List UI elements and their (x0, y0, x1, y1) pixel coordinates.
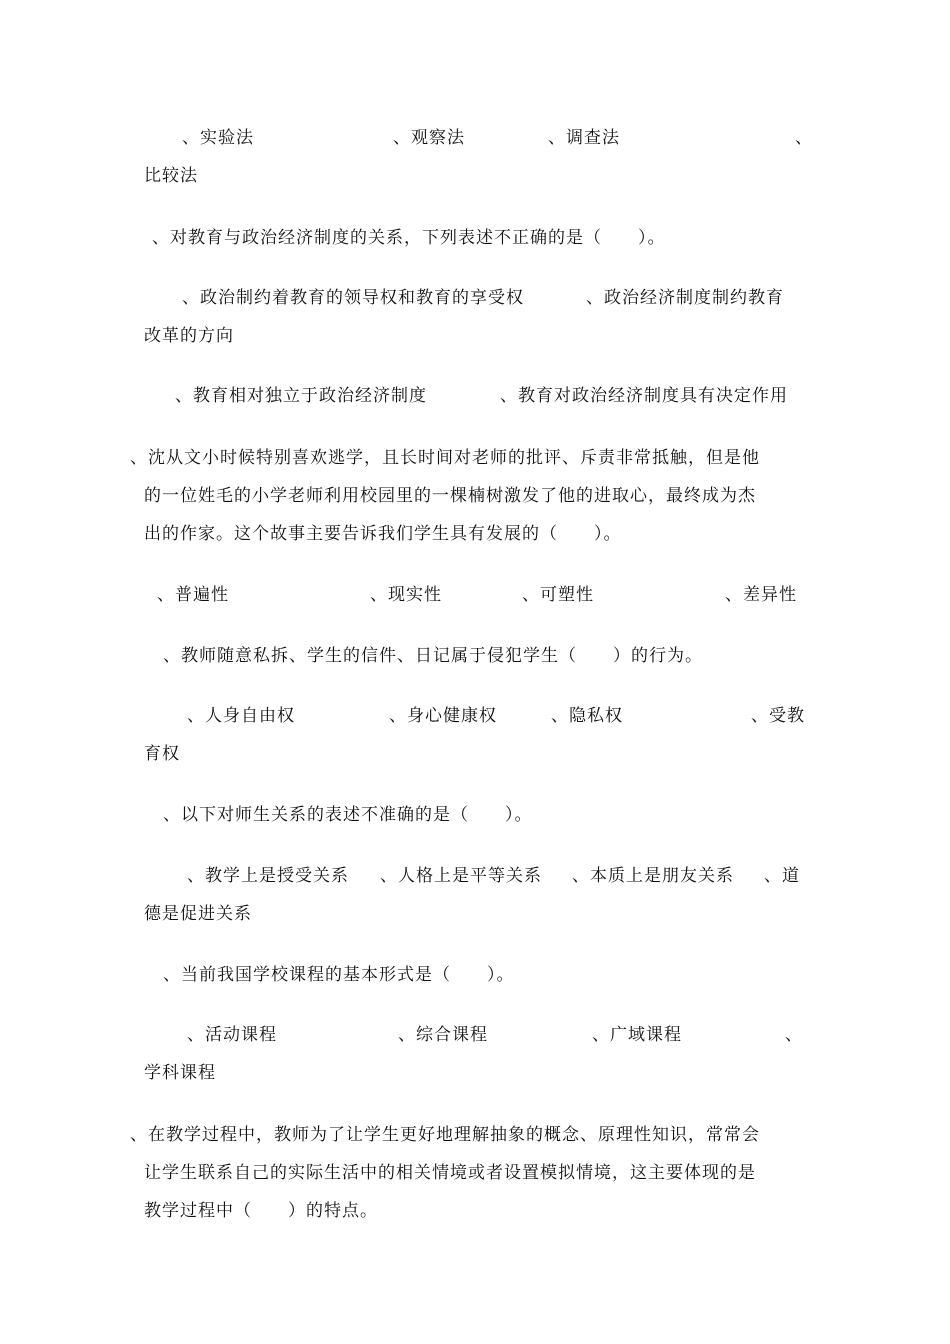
option-c-text: 、广域课程 (592, 1025, 682, 1045)
option-d-marker: 、 (795, 128, 813, 148)
option-b-continued: 改革的方向 (144, 326, 234, 346)
option-a-text: 、普遍性 (157, 585, 229, 605)
option-d-continued: 德是促进关系 (144, 904, 252, 924)
question-text: 、在教学过程中，教师为了让学生更好地理解抽象的概念、原理性知识，常常会 (130, 1125, 760, 1145)
option-b-text: 、观察法 (393, 128, 465, 148)
question-text: 、对教育与政治经济制度的关系，下列表述不正确的是（ ）。 (152, 228, 666, 248)
question-text-continued: 出的作家。这个故事主要告诉我们学生具有发展的（ ）。 (144, 524, 622, 544)
option-d-text: 、差异性 (725, 585, 797, 605)
option-d-text: 比较法 (144, 166, 198, 186)
option-d-text: 、受教 (751, 706, 805, 726)
option-b-text: 、人格上是平等关系 (380, 866, 542, 886)
option-c-text: 、教育相对独立于政治经济制度 (175, 386, 427, 406)
option-c-text: 、本质上是朋友关系 (572, 866, 734, 886)
option-a-text: 、人身自由权 (187, 706, 295, 726)
option-d-text: 学科课程 (144, 1063, 216, 1083)
option-d-text: 、道 (764, 866, 800, 886)
option-d-text: 、教育对政治经济制度具有决定作用 (500, 386, 788, 406)
question-text: 、以下对师生关系的表述不准确的是（ ）。 (163, 805, 533, 825)
question-text-continued: 教学过程中（ ）的特点。 (144, 1201, 378, 1221)
option-a-text: 、教学上是授受关系 (187, 866, 349, 886)
question-text: 、沈从文小时候特别喜欢逃学，且长时间对老师的批评、斥责非常抵触，但是他 (130, 448, 760, 468)
option-b-text: 、现实性 (370, 585, 442, 605)
question-text: 、当前我国学校课程的基本形式是（ ）。 (163, 965, 515, 985)
option-a-text: 、政治制约着教育的领导权和教育的享受权 (182, 288, 524, 308)
option-c-text: 、调查法 (548, 128, 620, 148)
question-text: 、教师随意私拆、学生的信件、日记属于侵犯学生（ ）的行为。 (163, 646, 703, 666)
option-c-text: 、隐私权 (551, 706, 623, 726)
option-a-text: 、活动课程 (187, 1025, 277, 1045)
question-text-continued: 让学生联系自己的实际生活中的相关情境或者设置模拟情境，这主要体现的是 (144, 1163, 756, 1183)
option-d-marker: 、 (785, 1025, 803, 1045)
option-c-text: 、可塑性 (522, 585, 594, 605)
option-d-continued: 育权 (144, 744, 180, 764)
question-text-continued: 的一位姓毛的小学老师利用校园里的一棵楠树激发了他的进取心，最终成为杰 (144, 486, 756, 506)
option-b-text: 、身心健康权 (389, 706, 497, 726)
option-b-text: 、综合课程 (398, 1025, 488, 1045)
option-a-text: 、实验法 (182, 128, 254, 148)
option-b-text: 、政治经济制度制约教育 (586, 288, 784, 308)
